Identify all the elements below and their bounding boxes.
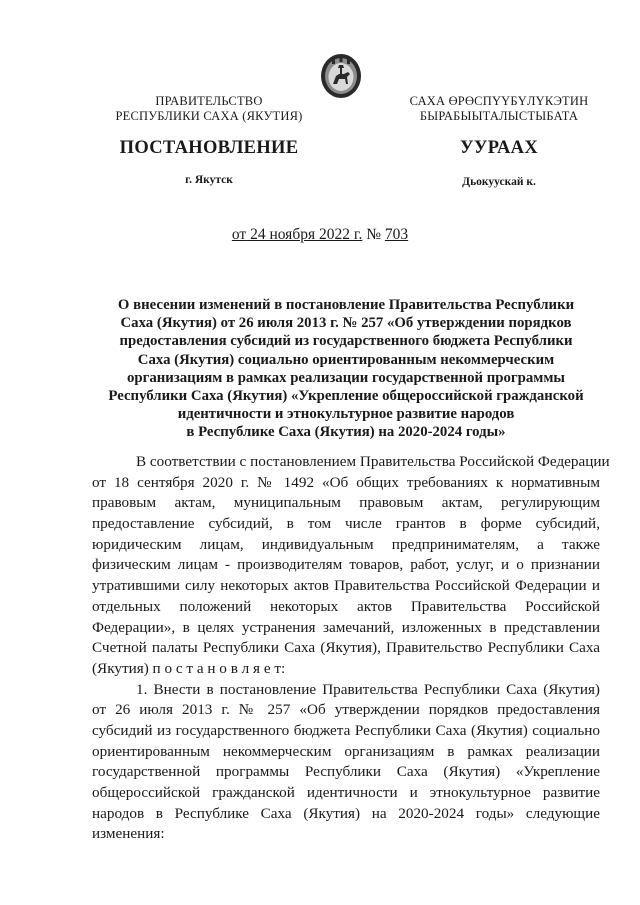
body-line: субсидий из государственного бюджета Республики Саха (Якутия) социально [92, 721, 600, 739]
body-line: физическим лицам - производителям товаров, работ, услуг, и о признании [92, 556, 600, 574]
body-line: от 18 сентября 2020 г. № 1492 «Об общих требованиях к нормативным [92, 473, 600, 491]
dateline-date: 24 ноября 2022 г. [246, 226, 363, 243]
body-line: народов в Республике Саха (Якутия) на 2020-2024 годы» следующие [92, 804, 600, 822]
title-line: Саха (Якутия) от 26 июля 2013 г. № 257 «Об утверждении порядков [120, 315, 572, 332]
body-line: правовым актам, муниципальным правовым актам, регулирующим [92, 494, 600, 512]
header-left-line-2: РЕСПУБЛИКИ САХА (ЯКУТИЯ) [115, 109, 303, 123]
title-line: идентичности и этнокультурное развитие народов [177, 406, 515, 423]
document-body [92, 452, 610, 845]
body-line: Счетной палаты Республики Саха (Якутия), Правительство Республики Саха [92, 639, 600, 657]
sakha-coat-of-arms-icon [319, 52, 363, 100]
body-line: Федерации», в целях устранения замечаний, изложенных в представлении [92, 618, 600, 636]
title-line: Республики Саха (Якутия) «Укрепление общероссийской гражданской [108, 388, 584, 405]
body-line: 1. Внести в постановление Правительства Республики Саха (Якутия) [136, 680, 600, 698]
header-right-line-1: САХА ӨРӨСПҮҮБҮЛҮКЭТИН [409, 94, 589, 108]
city-ru: г. Якутск [185, 174, 233, 186]
document-dateline [0, 226, 640, 244]
title-line: организациям в рамках реализации государственной программы [127, 369, 565, 386]
dateline-number-label: № [362, 226, 385, 243]
body-line: предоставление субсидий, в том числе грантов в форме субсидий, [92, 515, 600, 533]
body-line: от 26 июля 2013 г. № 257 «Об утверждении порядков предоставления [92, 701, 600, 719]
dateline-prefix: от [231, 226, 247, 243]
title-line: в Республике Саха (Якутия) на 2020-2024 годы» [186, 424, 506, 441]
doc-type-ru: ПОСТАНОВЛЕНИЕ [119, 138, 299, 158]
header-government-sakha [384, 94, 614, 124]
city-sakha: Дьокуускай к. [462, 176, 536, 188]
body-line: В соответствии с постановлением Правительства Российской Федерации [136, 453, 610, 470]
body-line: общероссийской гражданской идентичности и этнокультурное развитие [92, 784, 600, 801]
body-line: ориентированным некоммерческим организациям в рамках реализации [92, 742, 600, 760]
header-government-ru [94, 94, 324, 124]
body-line: отдельных положений некоторых актов Правительства Российской [92, 597, 600, 615]
body-line: (Якутия) п о с т а н о в л я е т: [92, 659, 286, 677]
body-line: изменения: [92, 825, 165, 843]
header-left-line-1: ПРАВИТЕЛЬСТВО [155, 94, 263, 108]
body-line: юридическим лицам, индивидуальным предпринимателям, а также [92, 535, 600, 553]
title-line: предоставления субсидий из государственного бюджета Республики [119, 333, 573, 350]
document-title [92, 296, 600, 442]
dateline-number: 703 [384, 226, 409, 243]
doc-type-sakha: УУРААХ [460, 138, 538, 158]
body-line: государственной программы Республики Саха (Якутия) «Укрепление [92, 763, 600, 781]
body-line: утратившими силу некоторых актов Правительства Российской Федерации и [92, 577, 600, 595]
header-right-line-2: БЫРАБЫЫТАЛЫСТЫБАТА [419, 109, 579, 123]
title-line: О внесении изменений в постановление Правительства Республики [117, 297, 575, 313]
title-line: Саха (Якутия) социально ориентированным некоммерческим [137, 351, 555, 368]
